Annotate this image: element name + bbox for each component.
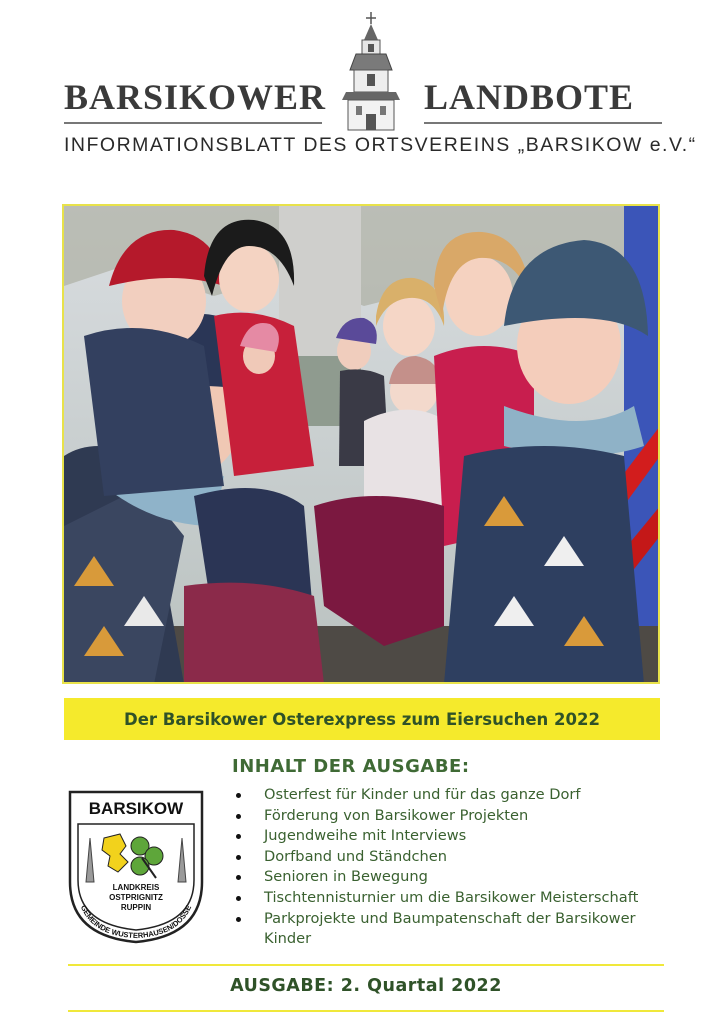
- emblem-district-3: RUPPIN: [120, 903, 152, 912]
- contents-item-text: Jugendweihe mit Interviews: [264, 827, 467, 845]
- emblem-ring-textpath: GEMEINDE WUSTERHAUSEN/DOSSE: [78, 903, 194, 941]
- footer-rule-bottom: [68, 1010, 664, 1012]
- contents-item-text: Förderung von Barsikower Projekten: [264, 806, 529, 824]
- contents-heading: INHALT DER AUSGABE:: [232, 756, 470, 777]
- masthead-title-left: BARSIKOWER: [64, 77, 327, 117]
- table-of-contents: [232, 756, 672, 950]
- emblem-name: BARSIKOW: [88, 799, 184, 818]
- bullet-icon: [236, 855, 241, 860]
- emblem-district-1: LANDKREIS: [112, 883, 160, 892]
- contents-item: [232, 888, 672, 909]
- contents-item-text: Parkprojekte und Baumpatenschaft der Barsikower Kinder: [264, 909, 636, 948]
- contents-item: [232, 867, 672, 888]
- photo-caption-band: [64, 698, 660, 740]
- masthead-title-right: LANDBOTE: [424, 77, 635, 117]
- masthead: [0, 0, 722, 170]
- footer-rule-top: [68, 964, 664, 966]
- contents-item-text: Osterfest für Kinder und für das ganze Dorf: [264, 786, 581, 803]
- contents-item: [232, 806, 672, 827]
- masthead-subtitle: INFORMATIONSBLATT DES ORTSVEREINS „BARSIKOW e.V.“: [64, 134, 697, 156]
- cover-photo-image: [64, 206, 660, 684]
- barsikow-coat-of-arms-logo: [64, 786, 208, 946]
- church-tower-icon: [336, 10, 406, 132]
- bullet-icon: [236, 875, 241, 880]
- bullet-icon: [236, 814, 241, 819]
- contents-item: [232, 847, 672, 868]
- masthead-rule-right: [424, 122, 662, 124]
- cover-photo: [62, 204, 660, 684]
- issue-label: AUSGABE: 2. Quartal 2022: [230, 976, 502, 996]
- contents-item-text: Senioren in Bewegung: [264, 868, 428, 886]
- contents-list: [232, 785, 672, 950]
- bullet-icon: [236, 896, 241, 901]
- contents-item-text: Dorfband und Ständchen: [264, 847, 448, 865]
- contents-item-text: Tischtennisturnier um die Barsikower Meisterschaft: [264, 888, 639, 906]
- contents-item: [232, 826, 672, 847]
- photo-caption: Der Barsikower Osterexpress zum Eiersuchen 2022: [124, 709, 600, 729]
- contents-item: [232, 785, 672, 806]
- emblem-district-2: OSTPRIGNITZ: [109, 893, 163, 902]
- bullet-icon: [236, 917, 241, 922]
- bullet-icon: [236, 793, 241, 798]
- contents-item: [232, 909, 672, 950]
- bullet-icon: [236, 834, 241, 839]
- masthead-rule-left: [64, 122, 322, 124]
